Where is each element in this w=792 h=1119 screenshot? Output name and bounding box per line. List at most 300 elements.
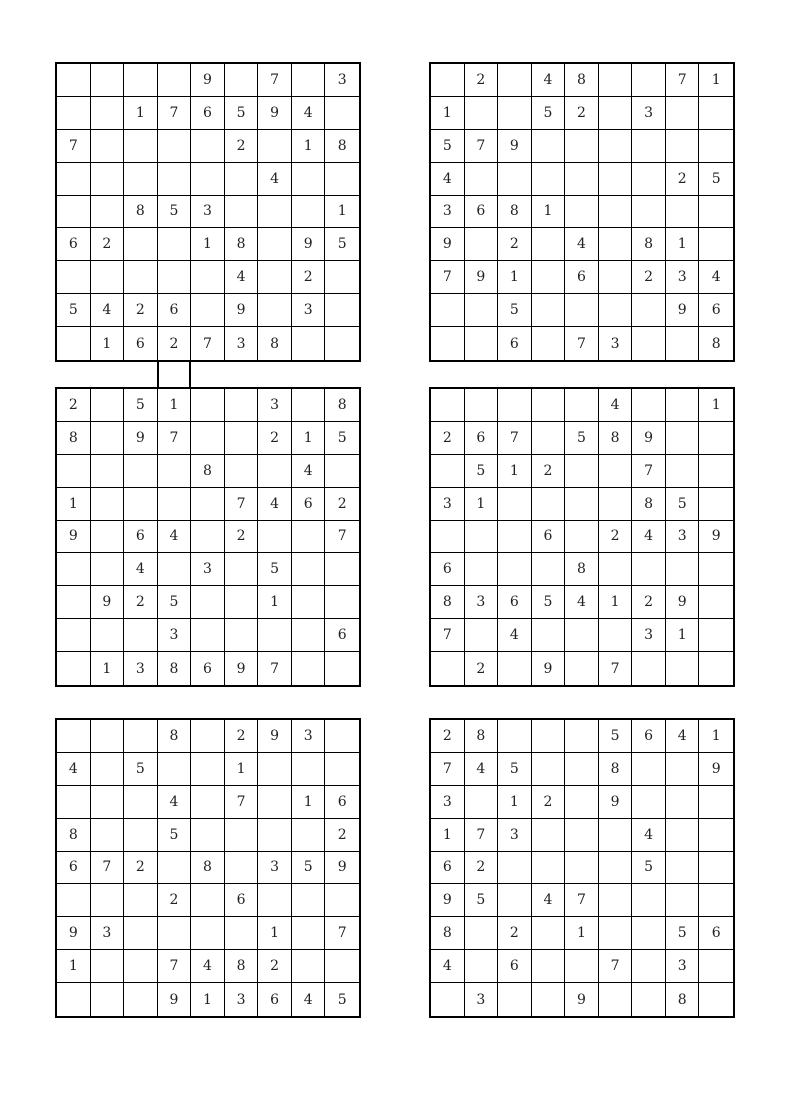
sudoku-cell[interactable]: 1 [699,720,733,753]
sudoku-cell[interactable] [666,819,700,852]
sudoku-cell[interactable] [632,652,666,685]
sudoku-cell[interactable] [225,852,259,885]
sudoku-cell[interactable] [91,553,125,586]
sudoku-cell[interactable] [258,294,292,327]
sudoku-cell[interactable]: 9 [57,521,91,554]
sudoku-cell[interactable]: 8 [431,917,465,950]
sudoku-cell[interactable]: 8 [711,335,721,352]
sudoku-cell[interactable]: 1 [699,64,733,97]
sudoku-cell[interactable] [532,720,566,753]
sudoku-cell[interactable] [532,917,566,950]
sudoku-cell[interactable] [498,389,532,422]
sudoku-cell[interactable] [699,488,733,521]
sudoku-cell[interactable]: 9 [57,917,91,950]
sudoku-cell[interactable]: 3 [225,327,259,360]
sudoku-cell[interactable]: 7 [158,950,192,983]
sudoku-cell[interactable]: 1 [599,586,633,619]
sudoku-cell[interactable]: 4 [292,97,326,130]
sudoku-cell[interactable]: 1 [258,586,292,619]
sudoku-cell[interactable]: 6 [699,294,733,327]
sudoku-cell[interactable]: 9 [699,521,733,554]
sudoku-cell[interactable] [325,294,359,327]
sudoku-cell[interactable] [632,294,666,327]
sudoku-cell[interactable]: 2 [91,228,125,261]
sudoku-cell[interactable] [565,652,599,685]
sudoku-cell[interactable] [258,786,292,819]
sudoku-cell[interactable]: 5 [292,852,326,885]
sudoku-cell[interactable]: 2 [498,228,532,261]
sudoku-cell[interactable] [325,327,359,360]
sudoku-cell[interactable] [325,163,359,196]
sudoku-cell[interactable] [699,586,733,619]
sudoku-cell[interactable]: 7 [225,488,259,521]
sudoku-cell[interactable] [124,720,158,753]
sudoku-cell[interactable] [498,852,532,885]
sudoku-cell[interactable] [565,819,599,852]
sudoku-cell[interactable] [465,163,499,196]
sudoku-cell[interactable]: 3 [666,521,700,554]
sudoku-cell[interactable] [599,163,633,196]
sudoku-cell[interactable]: 5 [599,720,633,753]
sudoku-cell[interactable] [258,619,292,652]
sudoku-cell[interactable] [91,422,125,455]
sudoku-cell[interactable]: 6 [565,261,599,294]
sudoku-cell[interactable] [532,488,566,521]
sudoku-cell[interactable]: 5 [565,422,599,455]
sudoku-cell[interactable]: 3 [191,553,225,586]
sudoku-cell[interactable] [532,261,566,294]
sudoku-cell[interactable] [498,553,532,586]
sudoku-cell[interactable]: 3 [465,983,499,1016]
sudoku-cell[interactable] [699,852,733,885]
sudoku-cell[interactable]: 1 [498,455,532,488]
sudoku-cell[interactable]: 4 [91,294,125,327]
sudoku-cell[interactable] [498,64,532,97]
sudoku-cell[interactable] [699,819,733,852]
sudoku-cell[interactable]: 7 [465,130,499,163]
sudoku-cell[interactable]: 5 [532,97,566,130]
sudoku-cell[interactable]: 7 [158,422,192,455]
sudoku-cell[interactable]: 3 [158,619,192,652]
sudoku-cell[interactable]: 2 [158,327,192,360]
sudoku-cell[interactable]: 4 [666,720,700,753]
sudoku-cell[interactable] [91,163,125,196]
sudoku-cell[interactable] [532,422,566,455]
sudoku-cell[interactable]: 7 [258,652,292,685]
sudoku-cell[interactable]: 1 [91,327,125,360]
sudoku-cell[interactable]: 7 [431,261,465,294]
sudoku-cell[interactable] [599,619,633,652]
sudoku-cell[interactable]: 9 [699,753,733,786]
sudoku-cell[interactable]: 6 [532,521,566,554]
sudoku-cell[interactable]: 7 [565,327,599,360]
sudoku-cell[interactable]: 4 [632,521,666,554]
sudoku-cell[interactable] [158,455,192,488]
sudoku-cell[interactable] [292,163,326,196]
sudoku-cell[interactable] [599,261,633,294]
sudoku-cell[interactable] [666,553,700,586]
sudoku-cell[interactable] [666,327,700,360]
sudoku-cell[interactable]: 1 [57,950,91,983]
sudoku-cell[interactable]: 7 [599,950,633,983]
sudoku-cell[interactable]: 2 [565,97,599,130]
sudoku-cell[interactable] [57,786,91,819]
sudoku-cell[interactable]: 4 [158,521,192,554]
sudoku-cell[interactable]: 3 [431,786,465,819]
sudoku-cell[interactable] [699,97,733,130]
sudoku-cell[interactable]: 4 [565,228,599,261]
sudoku-cell[interactable]: 4 [57,753,91,786]
sudoku-cell[interactable]: 9 [91,586,125,619]
sudoku-cell[interactable]: 4 [431,950,465,983]
sudoku-cell[interactable] [532,130,566,163]
sudoku-cell[interactable] [124,786,158,819]
sudoku-cell[interactable]: 9 [292,228,326,261]
sudoku-cell[interactable] [465,553,499,586]
sudoku-cell[interactable] [158,130,192,163]
sudoku-cell[interactable] [124,64,158,97]
sudoku-cell[interactable] [325,884,359,917]
sudoku-cell[interactable] [532,294,566,327]
sudoku-cell[interactable] [225,64,259,97]
sudoku-cell[interactable] [666,455,700,488]
sudoku-cell[interactable]: 2 [258,422,292,455]
sudoku-cell[interactable] [124,228,158,261]
sudoku-cell[interactable] [225,163,259,196]
sudoku-cell[interactable] [258,884,292,917]
sudoku-cell[interactable]: 9 [325,852,359,885]
sudoku-cell[interactable] [599,884,633,917]
sudoku-cell[interactable] [191,163,225,196]
sudoku-cell[interactable]: 7 [158,97,192,130]
sudoku-cell[interactable] [565,521,599,554]
sudoku-cell[interactable] [292,327,326,360]
sudoku-cell[interactable]: 2 [532,455,566,488]
sudoku-cell[interactable]: 5 [258,553,292,586]
sudoku-cell[interactable] [465,389,499,422]
sudoku-cell[interactable]: 2 [158,884,192,917]
sudoku-cell[interactable]: 5 [666,488,700,521]
sudoku-cell[interactable]: 3 [666,261,700,294]
sudoku-cell[interactable] [225,917,259,950]
sudoku-cell[interactable] [465,786,499,819]
sudoku-cell[interactable]: 9 [225,294,259,327]
sudoku-cell[interactable]: 8 [225,950,259,983]
sudoku-cell[interactable] [292,553,326,586]
sudoku-cell[interactable]: 6 [699,917,733,950]
sudoku-cell[interactable]: 1 [666,619,700,652]
sudoku-cell[interactable] [565,294,599,327]
sudoku-cell[interactable]: 5 [498,294,532,327]
sudoku-cell[interactable]: 8 [498,196,532,229]
sudoku-cell[interactable] [498,983,532,1016]
sudoku-cell[interactable] [57,884,91,917]
sudoku-cell[interactable] [325,455,359,488]
sudoku-cell[interactable] [699,884,733,917]
sudoku-cell[interactable] [632,553,666,586]
sudoku-cell[interactable] [465,97,499,130]
sudoku-cell[interactable]: 9 [632,422,666,455]
sudoku-cell[interactable] [258,753,292,786]
sudoku-cell[interactable] [191,521,225,554]
sudoku-cell[interactable] [498,97,532,130]
sudoku-cell[interactable] [699,196,733,229]
sudoku-cell[interactable] [699,228,733,261]
sudoku-cell[interactable]: 8 [632,488,666,521]
sudoku-cell[interactable]: 9 [532,652,566,685]
sudoku-cell[interactable] [632,917,666,950]
sudoku-cell[interactable] [532,553,566,586]
sudoku-cell[interactable]: 6 [498,586,532,619]
sudoku-cell[interactable] [91,983,125,1016]
sudoku-cell[interactable]: 2 [325,819,359,852]
sudoku-cell[interactable] [124,950,158,983]
sudoku-cell[interactable] [258,228,292,261]
sudoku-cell[interactable] [532,389,566,422]
sudoku-cell[interactable] [465,950,499,983]
sudoku-cell[interactable]: 1 [158,389,192,422]
sudoku-cell[interactable]: 3 [632,97,666,130]
sudoku-cell[interactable]: 3 [124,652,158,685]
sudoku-cell[interactable] [599,97,633,130]
sudoku-cell[interactable]: 2 [225,130,259,163]
sudoku-cell[interactable]: 1 [57,488,91,521]
sudoku-cell[interactable] [191,261,225,294]
sudoku-cell[interactable]: 4 [292,983,326,1016]
sudoku-cell[interactable] [91,130,125,163]
sudoku-cell[interactable] [632,389,666,422]
sudoku-cell[interactable] [599,228,633,261]
sudoku-cell[interactable] [292,521,326,554]
sudoku-cell[interactable] [632,753,666,786]
sudoku-cell[interactable]: 1 [91,652,125,685]
sudoku-cell[interactable]: 8 [565,64,599,97]
sudoku-cell[interactable] [57,64,91,97]
sudoku-cell[interactable] [431,294,465,327]
sudoku-cell[interactable] [292,652,326,685]
sudoku-cell[interactable]: 6 [431,852,465,885]
sudoku-cell[interactable] [565,488,599,521]
sudoku-cell[interactable]: 2 [465,852,499,885]
sudoku-cell[interactable]: 8 [325,389,359,422]
sudoku-cell[interactable]: 9 [666,586,700,619]
sudoku-cell[interactable]: 2 [225,720,259,753]
sudoku-cell[interactable] [292,619,326,652]
sudoku-cell[interactable]: 4 [498,619,532,652]
sudoku-cell[interactable]: 8 [666,983,700,1016]
sudoku-cell[interactable]: 2 [666,163,700,196]
sudoku-cell[interactable] [532,983,566,1016]
sudoku-cell[interactable]: 7 [325,521,359,554]
sudoku-cell[interactable]: 4 [158,786,192,819]
sudoku-cell[interactable]: 8 [57,422,91,455]
sudoku-cell[interactable] [124,884,158,917]
sudoku-cell[interactable] [292,950,326,983]
sudoku-cell[interactable]: 7 [91,852,125,885]
sudoku-cell[interactable]: 5 [158,586,192,619]
sudoku-cell[interactable]: 1 [699,389,733,422]
sudoku-cell[interactable] [292,64,326,97]
sudoku-cell[interactable] [565,753,599,786]
sudoku-cell[interactable]: 1 [191,983,225,1016]
sudoku-cell[interactable] [191,917,225,950]
sudoku-cell[interactable] [632,64,666,97]
sudoku-cell[interactable]: 3 [666,950,700,983]
sudoku-cell[interactable]: 8 [191,455,225,488]
sudoku-cell[interactable]: 2 [325,488,359,521]
sudoku-cell[interactable] [532,950,566,983]
sudoku-cell[interactable]: 7 [225,786,259,819]
sudoku-cell[interactable] [599,819,633,852]
sudoku-cell[interactable] [666,130,700,163]
sudoku-cell[interactable] [465,294,499,327]
sudoku-cell[interactable] [91,753,125,786]
sudoku-cell[interactable] [465,228,499,261]
sudoku-cell[interactable] [565,950,599,983]
sudoku-cell[interactable]: 6 [124,521,158,554]
sudoku-cell[interactable]: 2 [498,917,532,950]
sudoku-cell[interactable]: 4 [191,950,225,983]
sudoku-cell[interactable] [599,294,633,327]
sudoku-cell[interactable] [258,455,292,488]
sudoku-cell[interactable]: 2 [292,261,326,294]
sudoku-cell[interactable] [565,130,599,163]
sudoku-cell[interactable]: 5 [498,753,532,786]
sudoku-cell[interactable] [599,488,633,521]
sudoku-cell[interactable]: 4 [699,261,733,294]
sudoku-cell[interactable] [292,884,326,917]
sudoku-cell[interactable] [632,196,666,229]
sudoku-cell[interactable] [532,228,566,261]
sudoku-cell[interactable]: 9 [465,261,499,294]
sudoku-cell[interactable] [325,720,359,753]
sudoku-cell[interactable]: 2 [465,652,499,685]
sudoku-cell[interactable]: 2 [532,786,566,819]
sudoku-cell[interactable] [57,586,91,619]
sudoku-cell[interactable] [699,983,733,1016]
sudoku-cell[interactable] [532,852,566,885]
sudoku-cell[interactable]: 3 [191,196,225,229]
sudoku-cell[interactable] [57,261,91,294]
sudoku-cell[interactable] [498,163,532,196]
sudoku-cell[interactable] [565,852,599,885]
sudoku-cell[interactable] [158,64,192,97]
sudoku-cell[interactable]: 7 [325,917,359,950]
sudoku-cell[interactable]: 8 [325,130,359,163]
sudoku-cell[interactable]: 7 [565,884,599,917]
sudoku-cell[interactable]: 9 [225,652,259,685]
sudoku-cell[interactable] [225,553,259,586]
sudoku-cell[interactable]: 1 [532,196,566,229]
sudoku-cell[interactable] [292,389,326,422]
sudoku-cell[interactable]: 3 [325,64,359,97]
sudoku-cell[interactable]: 4 [258,488,292,521]
sudoku-cell[interactable] [666,389,700,422]
sudoku-cell[interactable] [666,196,700,229]
sudoku-cell[interactable] [292,917,326,950]
sudoku-cell[interactable] [666,753,700,786]
sudoku-cell[interactable] [124,163,158,196]
sudoku-cell[interactable]: 8 [225,228,259,261]
sudoku-cell[interactable]: 3 [292,720,326,753]
sudoku-cell[interactable] [124,261,158,294]
sudoku-cell[interactable] [124,488,158,521]
sudoku-cell[interactable] [91,389,125,422]
sudoku-cell[interactable]: 5 [124,389,158,422]
sudoku-cell[interactable]: 7 [498,422,532,455]
sudoku-cell[interactable] [57,97,91,130]
sudoku-cell[interactable] [225,196,259,229]
sudoku-cell[interactable]: 4 [532,884,566,917]
sudoku-cell[interactable] [325,753,359,786]
sudoku-cell[interactable]: 8 [465,720,499,753]
sudoku-cell[interactable] [124,130,158,163]
sudoku-cell[interactable] [599,852,633,885]
sudoku-cell[interactable]: 6 [498,950,532,983]
sudoku-cell[interactable]: 2 [632,261,666,294]
sudoku-cell[interactable] [57,455,91,488]
sudoku-cell[interactable]: 1 [498,261,532,294]
sudoku-cell[interactable] [431,64,465,97]
sudoku-cell[interactable] [666,884,700,917]
sudoku-cell[interactable] [258,130,292,163]
sudoku-cell[interactable] [498,720,532,753]
sudoku-cell[interactable]: 2 [124,586,158,619]
sudoku-cell[interactable] [158,163,192,196]
sudoku-cell[interactable]: 5 [325,228,359,261]
sudoku-cell[interactable] [191,619,225,652]
sudoku-cell[interactable] [666,652,700,685]
sudoku-cell[interactable]: 8 [632,228,666,261]
sudoku-cell[interactable] [124,917,158,950]
sudoku-cell[interactable] [532,619,566,652]
sudoku-cell[interactable]: 4 [225,261,259,294]
sudoku-cell[interactable] [91,819,125,852]
sudoku-cell[interactable]: 5 [465,884,499,917]
sudoku-cell[interactable]: 8 [124,196,158,229]
sudoku-cell[interactable]: 5 [337,991,347,1008]
sudoku-cell[interactable] [599,196,633,229]
sudoku-cell[interactable]: 5 [666,917,700,950]
sudoku-cell[interactable] [191,786,225,819]
sudoku-cell[interactable] [431,455,465,488]
sudoku-cell[interactable]: 7 [431,619,465,652]
sudoku-cell[interactable]: 1 [292,130,326,163]
sudoku-cell[interactable]: 2 [599,521,633,554]
sudoku-cell[interactable]: 9 [431,228,465,261]
sudoku-cell[interactable]: 2 [431,422,465,455]
sudoku-cell[interactable] [57,983,91,1016]
sudoku-cell[interactable]: 9 [191,64,225,97]
sudoku-cell[interactable] [532,753,566,786]
sudoku-cell[interactable] [431,521,465,554]
sudoku-cell[interactable] [465,619,499,652]
sudoku-cell[interactable]: 3 [225,983,259,1016]
sudoku-cell[interactable] [124,819,158,852]
sudoku-cell[interactable]: 3 [258,852,292,885]
sudoku-cell[interactable] [124,983,158,1016]
sudoku-cell[interactable]: 4 [599,389,633,422]
sudoku-cell[interactable]: 4 [532,64,566,97]
sudoku-cell[interactable]: 7 [632,455,666,488]
sudoku-cell[interactable] [57,619,91,652]
sudoku-cell[interactable]: 5 [225,97,259,130]
sudoku-cell[interactable] [158,852,192,885]
sudoku-cell[interactable] [91,97,125,130]
sudoku-cell[interactable]: 5 [532,586,566,619]
sudoku-cell[interactable]: 6 [632,720,666,753]
sudoku-cell[interactable]: 4 [465,753,499,786]
